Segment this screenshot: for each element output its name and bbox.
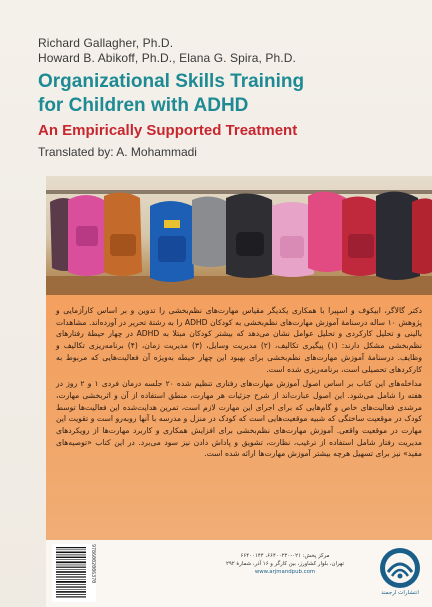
backpack (226, 193, 274, 278)
cover-footer (46, 540, 432, 607)
translator-credit: Translated by: A. Mohammadi (38, 145, 197, 159)
cover-photo-backpacks (46, 176, 432, 295)
authors-line-1: Richard Gallagher, Ph.D. (38, 36, 174, 50)
backpack (412, 198, 432, 274)
backpack (272, 202, 314, 277)
bench (46, 276, 432, 295)
publisher-website: www.arjmandpub.com (254, 569, 316, 575)
title-line-1: Organizational Skills Training (38, 71, 305, 92)
book-subtitle: An Empirically Supported Treatment (38, 122, 298, 139)
publisher-contact (200, 552, 370, 576)
description-paragraph-2: مداخله‌های این کتاب بر اساس اصول آموزش مهارت‌های رفتاری تنظیم شده ۲۰ جلسه درمان فردی ۱ و ۲ روز در هفته را شامل می‌شود. این اصول عبارت‌اند از شرح جزئیات هر مهارت، منطق استفاده از آن و اثربخشی مهارت، مرشدی فعالیت‌های خاص و گام‌هایی که برای اجرای این مهارت لازم است، تمرین هدایت‌شده این فعالیت‌ها توسط کودک در موقعیت ساختگی که شبیه موقعیت‌هایی است که کودک در منزل و مدرسه با آنها روبه‌رو است و تقویت این مهارت در موقعیت واقعی. آموزش مهارت‌های نظم‌بخشی برای افزایش همکاری و کاربرد مهارت‌ها از رویکردهای مدیریت رفتار شامل استفاده از ترغیب، نظارت، تشویق و پاداش دادن نیز سود می‌برد. در این کتاب «توصیه‌های مفید» نیز برای تسهیل هرچه بیشتر آموزش مهارت‌ها ارائه شده است. (56, 379, 422, 459)
backpack (192, 196, 230, 267)
backpacks-illustration (46, 176, 432, 295)
cover-header (38, 36, 418, 160)
description-panel (46, 295, 432, 540)
backpack (150, 201, 194, 282)
persian-description (56, 305, 422, 463)
publisher-logo-icon (378, 546, 422, 590)
backpack (104, 192, 142, 276)
coat-hook-rail (46, 190, 432, 194)
publisher-address: تهران، بلوار کشاورز، بین کارگر و ۱۶ آذر، شمارهٔ ۲۹۲ (226, 561, 344, 567)
backpack (342, 196, 380, 276)
book-title (38, 70, 418, 118)
publisher-phone: مرکز پخش: ۰۲۱-۶۶۴۰۰۲۲۰، ۶۶۴۰۰۱۴۴ (240, 553, 330, 559)
authors-line-2: Howard B. Abikoff, Ph.D., Elana G. Spira, Ph.D. (38, 51, 296, 65)
publisher-name: انتشارات ارجمند (381, 590, 419, 596)
barcode-number: 9786002006370 (90, 544, 96, 584)
description-paragraph-1: دکتر گالاگر، ابیکوف و اسپیرا با همکاری یکدیگر مقیاس مهارت‌های نظم‌بخشی را تدوین و بر اساس کارآزمایی و پژوهش ۱۰ ساله درسنامهٔ آموزش مهارت‌های نظم‌بخشی به کودکان ADHD را به رشتهٔ تحریر در آورده‌اند. مشاهدات بالینی و تحلیل کارکردی و تحلیل عوامل نشان می‌دهد که بیشتر کودکان مبتلا به ADHD در چهار حیطهٔ رفتارهای نظم‌بخشی مشکل دارند: (۱) پیگیری تکالیف، (۲) مدیریت وسایل، (۳) مدیریت زمان، (۴) برنامه‌ریزی تکالیف و وظایف. درسنامهٔ آموزش مهارت‌های نظم‌بخشی برای بهبود این چهار حیطه به‌ویژه آن فعالیت‌هایی که مربوط به کارکردهای تحصیلی است، برنامه‌ریزی شده است. (56, 306, 422, 374)
backpack (68, 195, 106, 276)
title-line-2: for Children with ADHD (38, 95, 249, 116)
